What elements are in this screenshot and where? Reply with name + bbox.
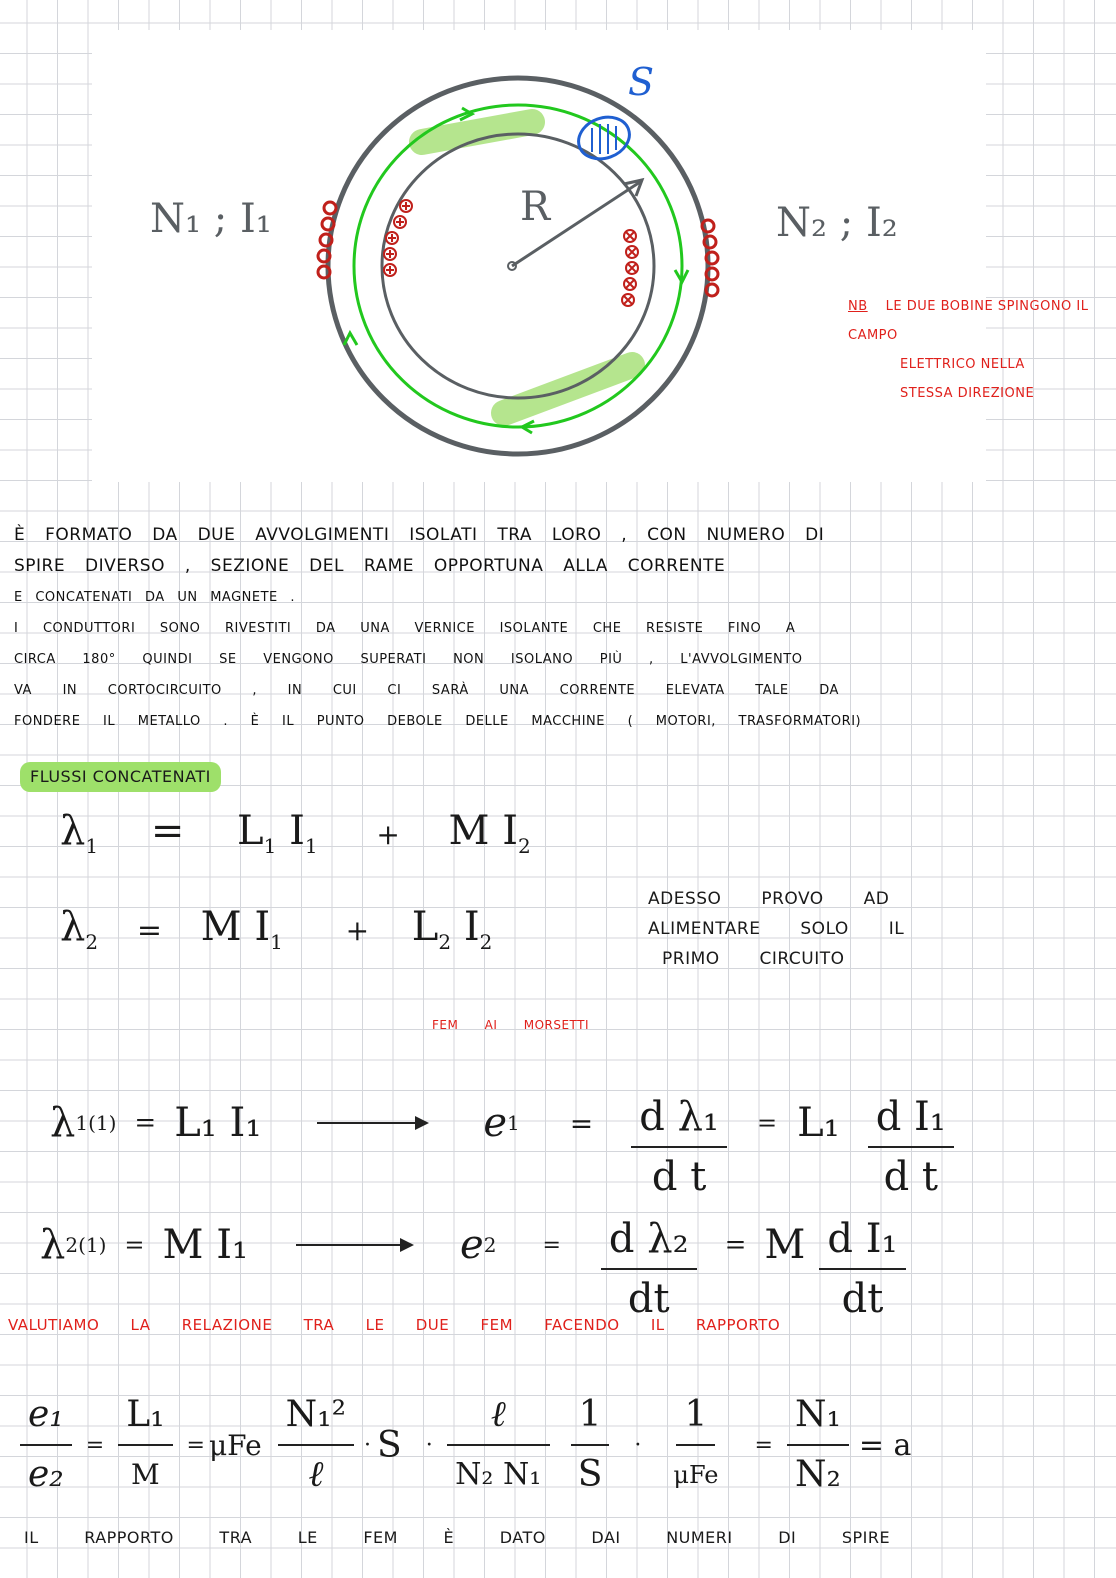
lambda2-i2-sub: 2 xyxy=(479,930,493,954)
ratio-e2: e₂ xyxy=(28,1454,64,1495)
conclusion: IL RAPPORTO TRA LE FEM È DATO DAI NUMERI DI SPIRE xyxy=(24,1528,891,1547)
emf2-arrow xyxy=(296,1244,412,1246)
ratio-s: S xyxy=(377,1424,402,1466)
para-line-3: E CONCATENATI DA UN MAGNETE . xyxy=(14,590,296,605)
para-line-4: I CONDUTTORI SONO RIVESTITI DA UNA VERNICE ISOLANTE CHE RESISTE FINO A xyxy=(14,621,796,636)
emf1-l1: L₁ xyxy=(797,1100,840,1146)
lambda1-sub: 1 xyxy=(85,834,99,858)
ratio-mu-den: μFe xyxy=(673,1461,719,1489)
ratio-result: = a xyxy=(858,1427,912,1463)
red-note xyxy=(848,292,1110,408)
radius-label: R xyxy=(520,184,551,230)
lambda1-mi-sub: 2 xyxy=(518,834,531,858)
emf1-e-sub: 1 xyxy=(507,1111,520,1135)
emf1-l1i1: L₁ I₁ xyxy=(174,1100,262,1146)
lambda1-l1: L xyxy=(237,808,264,854)
note-line-3: STESSA DIREZIONE xyxy=(900,386,1035,401)
emf2-frac-di xyxy=(819,1216,905,1322)
para-line-6: VA IN CORTOCIRCUITO , IN CUI CI SARÀ UNA CORRENTE ELEVATA TALE DA xyxy=(14,683,839,698)
ratio-n1-squared: N₁² xyxy=(278,1392,354,1446)
emf1-lambda-sub: 1(1) xyxy=(75,1111,117,1135)
para-line-2: SPIRE DIVERSO , SEZIONE DEL RAME OPPORTUNA ALLA CORRENTE xyxy=(14,556,726,576)
emf1-e: e xyxy=(483,1100,508,1146)
emf1-frac-den: d t xyxy=(651,1154,707,1200)
emf2-equals-2: = xyxy=(542,1232,561,1258)
lambda1-symbol: λ xyxy=(60,808,86,854)
emf2-frac-dlambda xyxy=(601,1216,697,1322)
lambda2-equals: = xyxy=(136,913,162,948)
lambda2-sub: 2 xyxy=(85,930,99,954)
ratio-heading: VALUTIAMO LA RELAZIONE TRA LE DUE FEM FACENDO IL RAPPORTO xyxy=(8,1316,781,1334)
ratio-frac-l-over-n xyxy=(447,1392,550,1498)
ratio-e1: e₁ xyxy=(20,1392,72,1446)
para-line-7: FONDERE IL METALLO . È IL PUNTO DEBOLE DELLE MACCHINE ( MOTORI, TRASFORMATORI) xyxy=(14,714,862,729)
ratio-frac-l xyxy=(118,1392,172,1498)
ratio-one-1: 1 xyxy=(571,1392,610,1446)
lambda2-mi-sub: 1 xyxy=(270,930,283,954)
lambda1-i1: I xyxy=(289,808,305,854)
emf2-e: e xyxy=(460,1222,484,1268)
emf-row-2 xyxy=(40,1168,916,1322)
lambda1-equation xyxy=(60,808,531,858)
note-line-2: ELETTRICO NELLA xyxy=(900,357,1025,372)
ratio-n2: N₂ xyxy=(794,1454,841,1495)
ratio-equation xyxy=(20,1392,911,1498)
side-note-line-3: PRIMO CIRCUITO xyxy=(662,949,845,969)
ratio-frac-1-over-s xyxy=(570,1392,611,1498)
ratio-length: ℓ xyxy=(308,1454,324,1495)
emf2-mi1: M I₁ xyxy=(162,1222,249,1268)
emf2-frac2-den: dt xyxy=(841,1276,884,1322)
ratio-equals-3: = xyxy=(754,1432,773,1458)
emf2-e-sub: 2 xyxy=(483,1233,497,1257)
ratio-n1: N₁ xyxy=(787,1392,849,1446)
para-line-1: È FORMATO DA DUE AVVOLGIMENTI ISOLATI TRA LORO , CON NUMERO DI xyxy=(14,525,825,545)
winding1-outer xyxy=(318,202,336,278)
section-label: S xyxy=(628,60,655,104)
emf1-equals: = xyxy=(134,1108,157,1138)
ratio-frac-1-over-mu xyxy=(665,1392,726,1498)
emf1-lambda: λ xyxy=(50,1100,76,1146)
lambda1-mi: M I xyxy=(448,808,518,854)
side-note-line-2: ALIMENTARE SOLO IL xyxy=(648,919,905,939)
emf2-lambda: λ xyxy=(40,1222,66,1268)
transformer-diagram xyxy=(92,30,986,482)
core-inner-ring xyxy=(382,134,654,398)
lambda2-mi: M I xyxy=(200,904,271,950)
ratio-equals-1: = xyxy=(85,1432,105,1458)
lambda1-equals: = xyxy=(150,808,185,854)
emf2-frac-num: d λ₂ xyxy=(601,1216,697,1270)
ratio-dot-2: · xyxy=(425,1432,433,1458)
ratio-n2n1: N₂ N₁ xyxy=(455,1457,542,1492)
ratio-frac-n1sq xyxy=(278,1392,354,1498)
lambda2-plus: + xyxy=(345,914,370,947)
lambda2-i2: I xyxy=(463,904,480,950)
para-line-5: CIRCA 180° QUINDI SE VENGONO SUPERATI NON ISOLANO PIÙ , L'AVVOLGIMENTO xyxy=(14,652,803,667)
side-note-line-1: ADESSO PROVO AD xyxy=(648,889,890,909)
winding1-inner xyxy=(384,200,412,276)
ratio-l-num: ℓ xyxy=(447,1392,550,1446)
emf2-frac-den: dt xyxy=(627,1276,670,1322)
description-paragraph xyxy=(14,520,1110,737)
lambda2-l2-sub: 2 xyxy=(438,930,452,954)
emf2-equals-3: = xyxy=(724,1230,747,1260)
emf2-m: M xyxy=(764,1222,806,1268)
ratio-frac-n xyxy=(787,1392,849,1498)
emf1-frac2-num: d I₁ xyxy=(868,1094,954,1148)
lambda2-l2: L xyxy=(411,904,439,950)
lambda2-equation xyxy=(60,904,492,954)
emf1-arrow xyxy=(317,1122,427,1124)
emf2-frac2-num: d I₁ xyxy=(819,1216,905,1270)
emf2-lambda-sub: 2(1) xyxy=(65,1233,107,1257)
ratio-mu-fe: μFe xyxy=(208,1428,262,1462)
lambda1-i1-sub: 1 xyxy=(304,834,318,858)
ratio-dot-1: · xyxy=(364,1432,372,1458)
emf2-equals: = xyxy=(124,1231,145,1259)
ratio-one-2: 1 xyxy=(676,1392,715,1446)
lambda1-plus: + xyxy=(376,818,400,851)
ratio-frac-e xyxy=(20,1392,72,1498)
emf1-equals-3: = xyxy=(756,1109,778,1137)
ratio-s-den: S xyxy=(577,1454,603,1495)
coil2-label: N₂ ; I₂ xyxy=(776,200,898,246)
side-note xyxy=(648,884,904,974)
winding2-inner xyxy=(622,230,638,306)
ratio-dot-3: · xyxy=(634,1432,642,1458)
nb-label: NB xyxy=(848,299,868,314)
emf1-frac2-den: d t xyxy=(883,1154,938,1200)
fem-label: FEM AI MORSETTI xyxy=(432,1018,590,1032)
lambda2-symbol: λ xyxy=(60,904,86,950)
lambda1-l1-sub: 1 xyxy=(263,834,277,858)
emf1-equals-2: = xyxy=(569,1106,594,1140)
coil1-label: N₁ ; I₁ xyxy=(150,196,272,242)
ratio-m: M xyxy=(131,1458,160,1491)
flux-heading: FLUSSI CONCATENATI xyxy=(20,762,221,792)
ratio-l1: L₁ xyxy=(118,1392,172,1446)
ratio-equals-2: = xyxy=(186,1432,205,1458)
emf1-frac-num: d λ₁ xyxy=(631,1094,727,1148)
note-line-1: LE DUE BOBINE SPINGONO IL CAMPO xyxy=(848,299,1089,343)
toroid-svg xyxy=(92,30,986,482)
flux-arrow-left xyxy=(344,333,357,345)
